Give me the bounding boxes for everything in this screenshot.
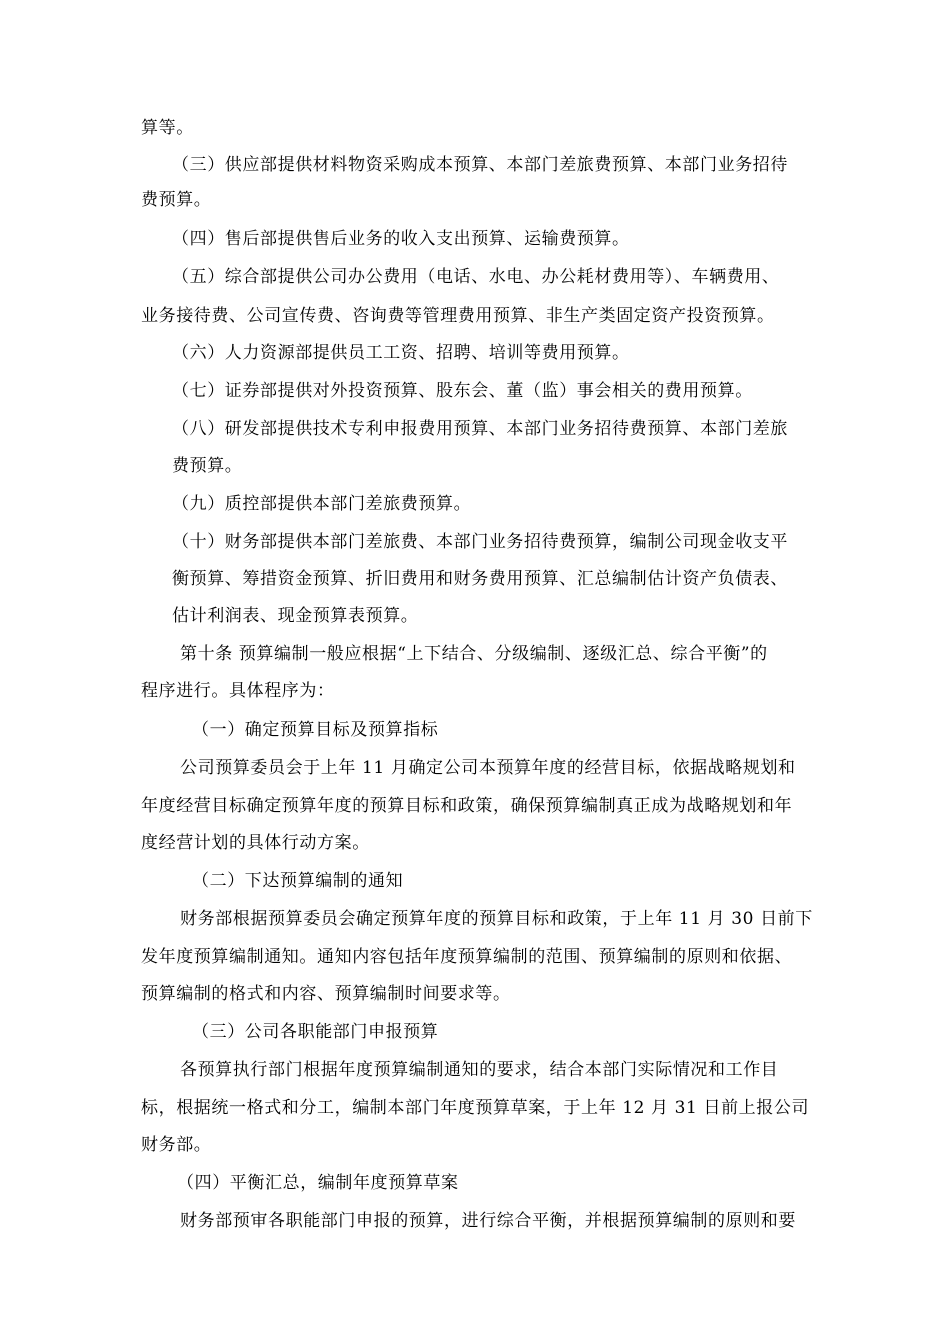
text-line: 财务部。	[141, 1135, 212, 1155]
text-line: （七）证券部提供对外投资预算、股东会、董（监）事会相关的费用预算。	[172, 381, 753, 401]
text-line: （八）研发部提供技术专利申报费用预算、本部门业务招待费预算、本部门差旅	[172, 419, 788, 439]
text-line: 程序进行。具体程序为：	[141, 681, 335, 701]
text-line: （六）人力资源部提供员工工资、招聘、培训等费用预算。	[172, 343, 630, 363]
text-line: 预算编制的格式和内容、预算编制时间要求等。	[141, 984, 511, 1004]
text-line: 业务接待费、公司宣传费、咨询费等管理费用预算、非生产类固定资产投资预算。	[141, 306, 775, 326]
text-line: 标，根据统一格式和分工，编制本部门年度预算草案，于上年 12 月 31 日前上报公司	[141, 1098, 810, 1118]
text-line: 公司预算委员会于上年 11 月确定公司本预算年度的经营目标，依据战略规划和	[180, 758, 796, 778]
text-line: 年度经营目标确定预算年度的预算目标和政策，确保预算编制真正成为战略规划和年	[141, 796, 793, 816]
text-line: 衡预算、筹措资金预算、折旧费用和财务费用预算、汇总编制估计资产负债表、	[172, 569, 788, 589]
text-line: 各预算执行部门根据年度预算编制通知的要求，结合本部门实际情况和工作目	[180, 1060, 779, 1080]
text-line: 财务部预审各职能部门申报的预算，进行综合平衡，并根据预算编制的原则和要	[180, 1211, 796, 1231]
text-line: （四）平衡汇总，编制年度预算草案	[177, 1173, 459, 1193]
text-line: （十）财务部提供本部门差旅费、本部门业务招待费预算，编制公司现金收支平	[172, 532, 788, 552]
text-line: （三）公司各职能部门申报预算	[192, 1022, 439, 1042]
text-line: （四）售后部提供售后业务的收入支出预算、运输费预算。	[172, 229, 630, 249]
text-line: 度经营计划的具体行动方案。	[141, 833, 370, 853]
text-line: （二）下达预算编制的通知	[192, 871, 404, 891]
text-line: （三）供应部提供材料物资采购成本预算、本部门差旅费预算、本部门业务招待	[172, 155, 788, 175]
text-line: 费预算。	[172, 456, 243, 476]
text-line: 财务部根据预算委员会确定预算年度的预算目标和政策，于上年 11 月 30 日前下	[180, 909, 813, 929]
text-line: （一）确定预算目标及预算指标	[192, 720, 439, 740]
text-line: （五）综合部提供公司办公费用（电话、水电、办公耗材费用等）、车辆费用、	[172, 267, 780, 287]
text-line: （九）质控部提供本部门差旅费预算。	[172, 494, 472, 514]
text-line: 发年度预算编制通知。通知内容包括年度预算编制的范围、预算编制的原则和依据、	[141, 947, 793, 967]
text-line: 费预算。	[141, 190, 212, 210]
text-line: 算等。	[141, 118, 194, 138]
text-line: 第十条 预算编制一般应根据“上下结合、分级编制、逐级汇总、综合平衡”的	[180, 644, 768, 664]
text-line: 估计利润表、现金预算表预算。	[172, 606, 419, 626]
